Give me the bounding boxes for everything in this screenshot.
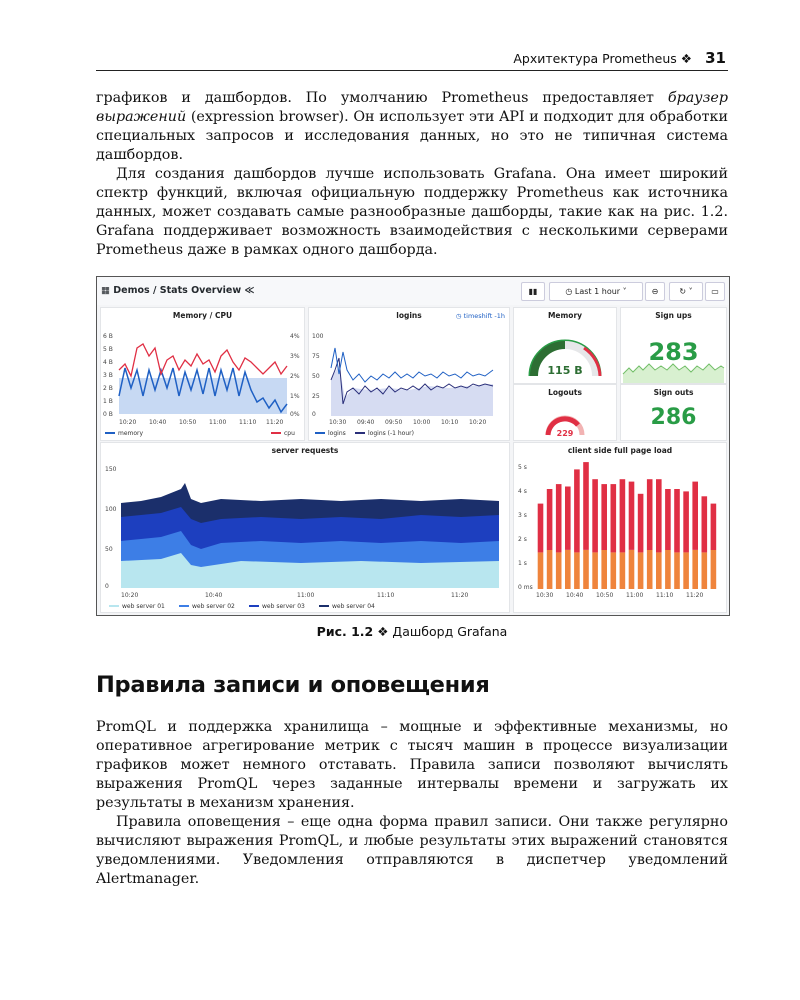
refresh-button[interactable] <box>669 282 703 301</box>
y-tick: 5 s <box>518 464 527 471</box>
bar-orange-19 <box>702 552 708 589</box>
panel-logins[interactable] <box>308 307 510 441</box>
legend-item[interactable]: logins (-1 hour) <box>368 430 414 437</box>
panel-title: Memory <box>547 311 583 320</box>
add-panel-icon: ▮▮ <box>528 287 538 296</box>
bar-red-16 <box>674 489 680 552</box>
x-tick: 10:30 <box>536 592 554 599</box>
bar-red-19 <box>702 496 708 552</box>
x-tick: 11:20 <box>686 592 704 599</box>
bar-orange-4 <box>565 550 571 589</box>
bar-orange-18 <box>692 550 698 589</box>
panel-signouts[interactable] <box>620 384 727 441</box>
refresh-icon: ↻ ˅ <box>679 287 693 296</box>
section-paragraph-1: PromQL и поддержка хранилища – мощные и эффективные механизмы, но оперативное агрегирование метрик с тысяч машин в процессе визуализации графиков может немного отставать. Правила записи позволяют вычислять выражения PromQL через заданные интервалы времени и загружать их результаты в механизм хранения. <box>96 719 728 811</box>
x-tick: 10:30 <box>329 419 347 426</box>
y-tick: 0 ms <box>518 584 533 591</box>
panel-memory-gauge[interactable] <box>513 307 617 384</box>
y-tick: 1 s <box>518 560 527 567</box>
y-right-tick: 0% <box>290 411 300 418</box>
x-tick: 10:40 <box>149 419 167 426</box>
y-tick: 4 s <box>518 488 527 495</box>
panel-title: Sign ups <box>655 311 692 320</box>
section-heading: Правила записи и оповещения <box>96 672 490 698</box>
y-tick: 100 <box>312 333 324 340</box>
bar-red-6 <box>583 462 589 550</box>
signouts-value: 286 <box>650 405 697 430</box>
x-tick: 10:50 <box>596 592 614 599</box>
bar-red-15 <box>665 489 671 550</box>
panel-title: logins <box>396 311 422 320</box>
bar-red-7 <box>592 479 598 552</box>
bar-orange-11 <box>629 550 635 589</box>
y-tick: 25 <box>312 393 320 400</box>
gauge-value: 115 B <box>547 364 583 377</box>
x-tick: 10:10 <box>441 419 459 426</box>
bar-orange-5 <box>574 552 580 589</box>
bar-red-5 <box>574 469 580 552</box>
dashboard-breadcrumb[interactable]: ▦ Demos / Stats Overview ≪ <box>101 285 255 296</box>
figure-caption: Рис. 1.2 ❖ Дашборд Grafana <box>316 624 508 639</box>
legend-item[interactable]: web server 03 <box>262 603 305 610</box>
x-tick: 10:20 <box>119 419 137 426</box>
bar-red-18 <box>692 482 698 550</box>
bar-orange-7 <box>592 552 598 589</box>
legend-item[interactable]: cpu <box>284 430 295 437</box>
bar-orange-6 <box>583 550 589 589</box>
y-tick: 5 B <box>103 346 113 353</box>
section-body <box>96 718 728 889</box>
y-tick: 100 <box>105 506 117 513</box>
bar-red-10 <box>620 479 626 552</box>
x-tick: 11:10 <box>239 419 257 426</box>
x-tick: 11:20 <box>266 419 284 426</box>
bar-red-13 <box>647 479 653 550</box>
x-tick: 10:50 <box>179 419 197 426</box>
legend-item[interactable]: web server 01 <box>122 603 165 610</box>
bar-orange-17 <box>683 552 689 589</box>
y-tick: 3 s <box>518 512 527 519</box>
y-right-tick: 1% <box>290 393 300 400</box>
bar-red-9 <box>611 484 617 552</box>
bar-orange-10 <box>620 552 626 589</box>
dashboard-topbar <box>97 277 729 305</box>
x-tick: 10:00 <box>413 419 431 426</box>
panel-title: client side full page load <box>567 446 673 455</box>
bar-orange-20 <box>711 550 717 589</box>
bar-red-4 <box>565 487 571 550</box>
grid-icon: ▦ <box>101 285 110 296</box>
x-tick: 11:10 <box>656 592 674 599</box>
top-body-text <box>96 89 728 260</box>
bar-orange-3 <box>556 552 562 589</box>
bar-red-17 <box>683 491 689 552</box>
x-tick: 11:00 <box>297 592 315 599</box>
zoom-out-button[interactable] <box>645 282 665 301</box>
time-range-picker[interactable]: ◷ Last 1 hour ˅ <box>549 282 643 301</box>
y-tick: 1 B <box>103 398 113 405</box>
y-tick: 0 <box>312 411 316 418</box>
y-tick: 4 B <box>103 359 113 366</box>
logins-graph <box>309 308 509 440</box>
bar-red-3 <box>556 484 562 552</box>
share-icon: ≪ <box>244 285 255 296</box>
bar-red-11 <box>629 482 635 550</box>
y-right-tick: 3% <box>290 353 300 360</box>
y-tick: 0 <box>105 583 109 590</box>
memory-area <box>119 378 287 414</box>
signups-value: 283 <box>648 338 699 366</box>
y-right-tick: 4% <box>290 333 300 340</box>
bar-orange-16 <box>674 552 680 589</box>
panel-signups[interactable] <box>620 307 727 384</box>
add-panel-button[interactable] <box>521 282 545 301</box>
panel-title: Memory / CPU <box>172 311 233 320</box>
clock-icon: ◷ <box>565 287 573 296</box>
bar-orange-1 <box>538 552 544 589</box>
zoom-out-icon: ⊖ <box>651 287 659 296</box>
legend-item[interactable]: web server 02 <box>192 603 235 610</box>
x-tick: 10:20 <box>121 592 139 599</box>
x-tick: 10:20 <box>469 419 487 426</box>
panel-title: Sign outs <box>653 388 694 397</box>
y-tick: 150 <box>105 466 117 473</box>
panel-page-load[interactable] <box>513 442 727 613</box>
page-load-chart <box>514 443 726 612</box>
memory-cpu-graph <box>101 308 304 440</box>
x-tick: 11:20 <box>451 592 469 599</box>
logins-line <box>331 348 493 382</box>
bar-red-1 <box>538 504 544 553</box>
panel-title: server requests <box>271 446 339 455</box>
y-tick: 2 s <box>518 536 527 543</box>
bar-orange-2 <box>547 550 553 589</box>
legend-item[interactable]: logins <box>328 430 346 437</box>
y-tick: 3 B <box>103 372 113 379</box>
y-tick: 0 B <box>103 411 113 418</box>
page-number: 31 <box>705 49 726 67</box>
bar-red-8 <box>601 484 607 550</box>
header-title: Архитектура Prometheus ❖ <box>513 51 692 66</box>
legend-item[interactable]: web server 04 <box>332 603 375 610</box>
bar-orange-13 <box>647 550 653 589</box>
bar-red-20 <box>711 504 717 550</box>
bar-orange-14 <box>656 552 662 589</box>
y-tick: 50 <box>312 373 320 380</box>
x-tick: 10:40 <box>566 592 584 599</box>
legend-item[interactable]: memory <box>118 430 144 437</box>
paragraph-1: графиков и дашбордов. По умолчанию Prometheus предоставляет браузер выражений (expression browser). Он использует эти API и подходит для обработки специальных запросов и исследования данных, но это не типичная система дашбордов. <box>96 90 728 163</box>
bar-red-12 <box>638 494 644 553</box>
x-tick: 11:00 <box>209 419 227 426</box>
cpu-line <box>119 344 287 376</box>
x-tick: 09:40 <box>357 419 375 426</box>
x-tick: 09:50 <box>385 419 403 426</box>
server-requests-graph <box>101 443 509 612</box>
x-tick: 11:10 <box>377 592 395 599</box>
grafana-dashboard-figure <box>96 276 730 616</box>
gauge-value: 229 <box>556 429 574 438</box>
bar-red-14 <box>656 479 662 552</box>
panel-title: Logouts <box>548 388 582 397</box>
timeshift-label: ◷ timeshift -1h <box>455 312 505 320</box>
panel-logouts[interactable] <box>513 384 617 441</box>
monitor-icon: ▭ <box>711 287 719 296</box>
bar-orange-12 <box>638 552 644 589</box>
x-tick: 11:00 <box>626 592 644 599</box>
chevron-down-icon: ˅ <box>622 287 627 296</box>
bar-orange-9 <box>611 552 617 589</box>
y-tick: 6 B <box>103 333 113 340</box>
bar-orange-15 <box>665 550 671 589</box>
paragraph-2: Для создания дашбордов лучше использовать Grafana. Она имеет широкий спектр функций, включая официальную поддержку Prometheus как источника данных, может создавать самые разнообразные дашборды, такие как на рис. 1.2. Grafana поддерживает возможность взаимодействия с несколькими серверами Prometheus даже в рамках одного дашборда. <box>96 166 728 258</box>
section-paragraph-2: Правила оповещения – еще одна форма правил записи. Они также регулярно вычисляют выражения PromQL, и любые результаты этих выражений становятся уведомлениями. Уведомления отправляются в диспетчер уведомлений Alertmanager. <box>96 814 728 887</box>
y-tick: 50 <box>105 546 113 553</box>
bar-red-2 <box>547 489 553 550</box>
bar-orange-8 <box>601 550 607 589</box>
running-header <box>96 44 728 71</box>
panel-server-requests[interactable] <box>100 442 510 613</box>
y-right-tick: 2% <box>290 373 300 380</box>
y-tick: 75 <box>312 353 320 360</box>
panel-memory-cpu[interactable] <box>100 307 305 441</box>
y-tick: 2 B <box>103 385 113 392</box>
x-tick: 10:40 <box>205 592 223 599</box>
display-button[interactable] <box>705 282 725 301</box>
